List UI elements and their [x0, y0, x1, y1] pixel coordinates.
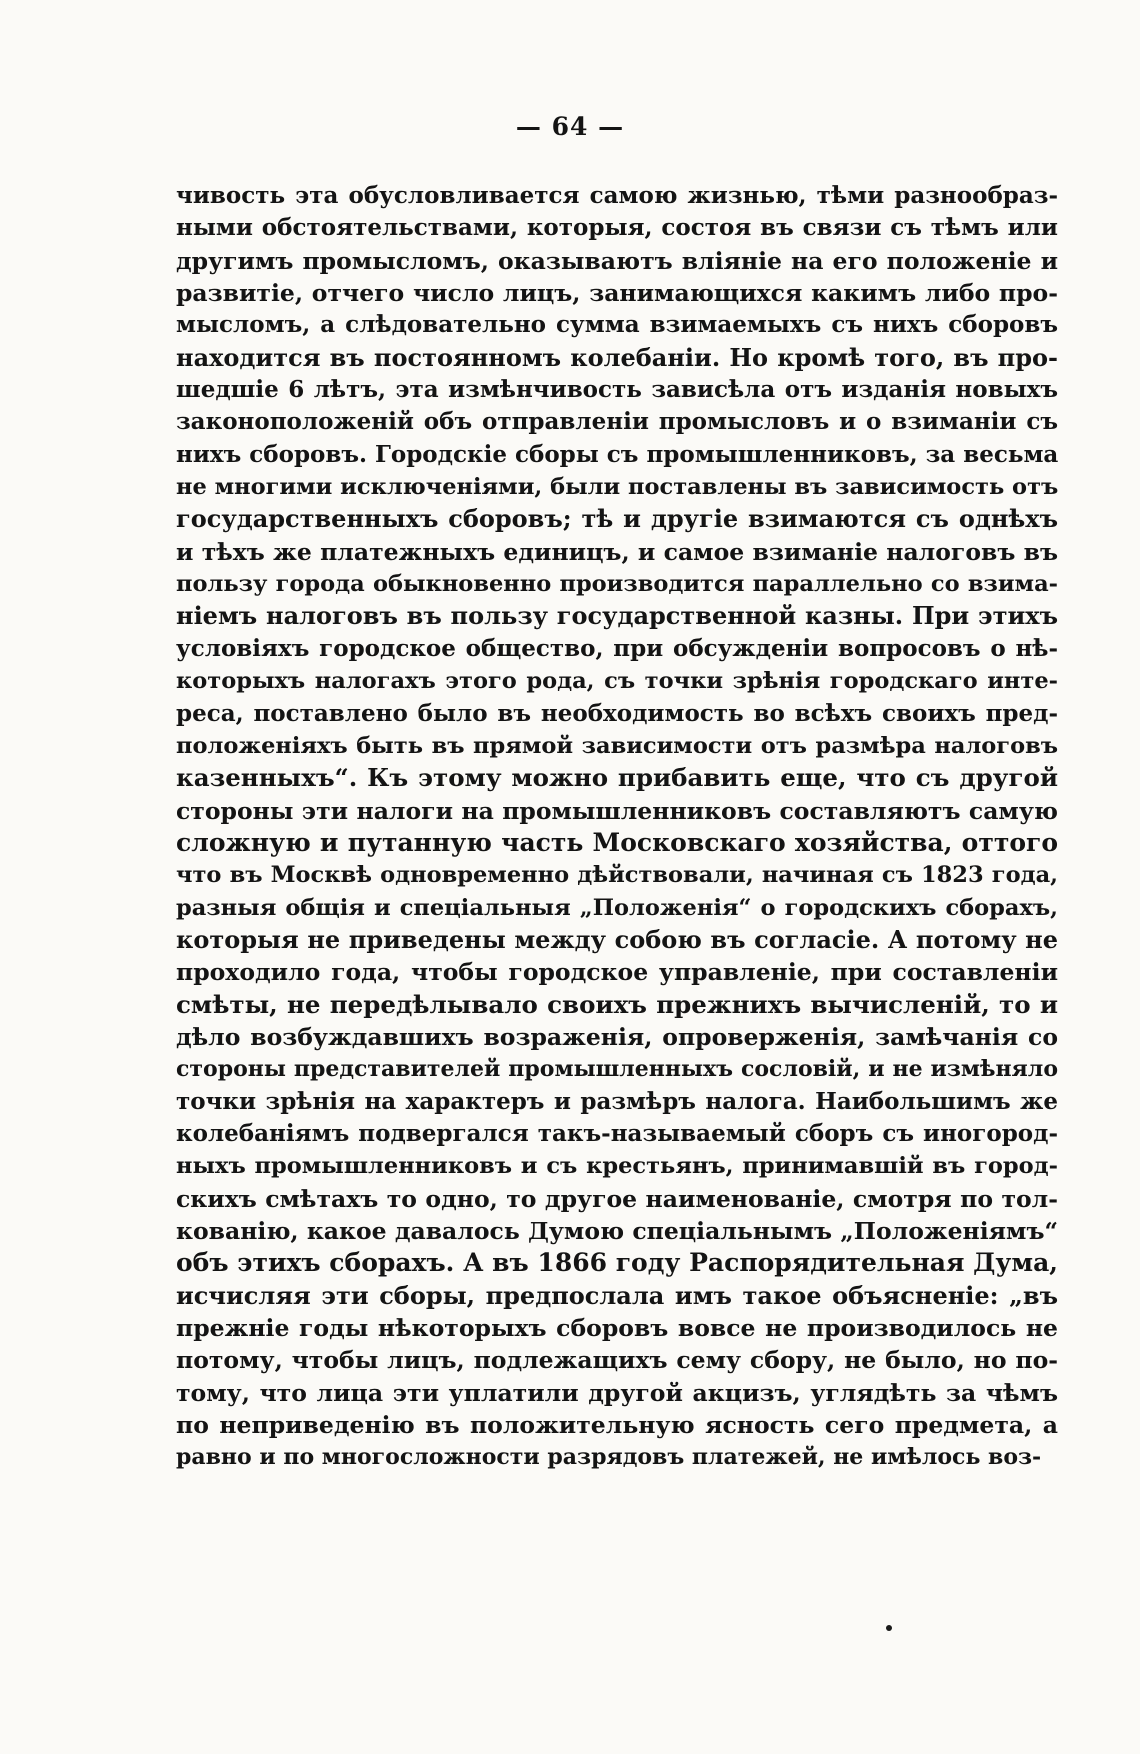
text-line: по неприведенію въ положительную ясность сего предмета, а: [176, 1411, 1058, 1440]
text-line: пользу города обыкновенно производится параллельно со взима-: [176, 571, 1058, 598]
text-line: казенныхъ“. Къ этому можно прибавить еще, что съ другой: [176, 763, 1058, 793]
text-line: стороны представителей промышленныхъ сословій, и не измѣняло: [176, 1056, 1058, 1083]
text-line: сложную и путанную часть Московскаго хозяйства, оттого: [176, 827, 1058, 857]
text-line: ными обстоятельствами, которыя, состоя въ связи съ тѣмъ или: [176, 214, 1058, 242]
text-line: точки зрѣнія на характеръ и размѣръ налога. Наибольшимъ же: [176, 1087, 1058, 1115]
text-line: равно и по многосложности разрядовъ платежей, не имѣлось воз-: [176, 1444, 1042, 1471]
text-line: что въ Москвѣ одновременно дѣйствовали, начиная съ 1823 года,: [176, 862, 1058, 889]
text-line: государственныхъ сборовъ; тѣ и другіе взимаются съ однѣхъ: [176, 504, 1058, 534]
text-line: объ этихъ сборахъ. А въ 1866 году Распорядительная Дума,: [176, 1248, 1058, 1278]
text-line: тому, что лица эти уплатили другой акцизъ, углядѣть за чѣмъ: [176, 1378, 1058, 1407]
text-line: и тѣхъ же платежныхъ единицъ, и самое взиманіе налоговъ въ: [176, 537, 1058, 566]
text-line: ныхъ промышленниковъ и съ крестьянъ, принимавшій въ город-: [176, 1153, 1058, 1180]
text-line: стороны эти налоги на промышленниковъ составляютъ самую: [176, 796, 1058, 825]
text-line: реса, поставлено было въ необходимость во всѣхъ своихъ пред-: [176, 699, 1058, 727]
text-line: кованію, какое давалось Думою спеціальнымъ „Положеніямъ“: [176, 1217, 1058, 1245]
body-text: [176, 180, 1058, 1474]
text-line: шедшіе 6 лѣтъ, эта измѣнчивость зависѣла отъ изданія новыхъ: [176, 376, 1058, 404]
text-line: которыхъ налогахъ этого рода, съ точки зрѣнія городскаго инте-: [176, 668, 1058, 695]
text-line: потому, чтобы лицъ, подлежащихъ сему сбору, не было, но по-: [176, 1346, 1058, 1375]
page-number: — 64 —: [515, 112, 625, 141]
text-line: скихъ смѣтахъ то одно, то другое наименованіе, смотря по тол-: [176, 1184, 1058, 1213]
text-line: исчисляя эти сборы, предпослала имъ такое объясненіе: „въ: [176, 1280, 1058, 1310]
text-line: не многими исключеніями, были поставлены въ зависимость отъ: [176, 474, 1058, 501]
text-line: смѣты, не передѣлывало своихъ прежнихъ вычисленій, то и: [176, 989, 1058, 1019]
text-line: разныя общія и спеціальныя „Положенія“ о городскихъ сборахъ,: [176, 894, 1058, 921]
text-line: находится въ постоянномъ колебаніи. Но кромѣ того, въ про-: [176, 342, 1058, 372]
text-line: колебаніямъ подвергался такъ-называемый сборъ съ иногород-: [176, 1119, 1058, 1147]
text-line: другимъ промысломъ, оказываютъ вліяніе на его положеніе и: [176, 246, 1058, 275]
text-line: прежніе годы нѣкоторыхъ сборовъ вовсе не производилось не: [176, 1314, 1058, 1343]
text-line: условіяхъ городское общество, при обсужденіи вопросовъ о нѣ-: [176, 634, 1058, 662]
text-line: нихъ сборовъ. Городскіе сборы съ промышленниковъ, за весьма: [176, 440, 1058, 468]
text-line: мысломъ, а слѣдовательно сумма взимаемыхъ съ нихъ сборовъ: [176, 311, 1058, 339]
text-line: дѣло возбуждавшихъ возраженія, опроверженія, замѣчанія со: [176, 1022, 1058, 1051]
text-line: законоположеній объ отправленіи промысловъ и о взиманіи съ: [176, 408, 1058, 436]
ink-speck: [886, 1625, 892, 1631]
text-line: которыя не приведены между собою въ согласіе. А потому не: [176, 924, 1058, 954]
text-line: проходило года, чтобы городское управленіе, при составленіи: [176, 958, 1058, 987]
text-line: развитіе, отчего число лицъ, занимающихся какимъ либо про-: [176, 279, 1058, 308]
text-line: ніемъ налоговъ въ пользу государственной казны. При этихъ: [176, 601, 1058, 631]
text-line: чивость эта обусловливается самою жизнью, тѣми разнообраз-: [176, 182, 1058, 209]
text-line: положеніяхъ быть въ прямой зависимости отъ размѣра налоговъ: [176, 732, 1058, 759]
